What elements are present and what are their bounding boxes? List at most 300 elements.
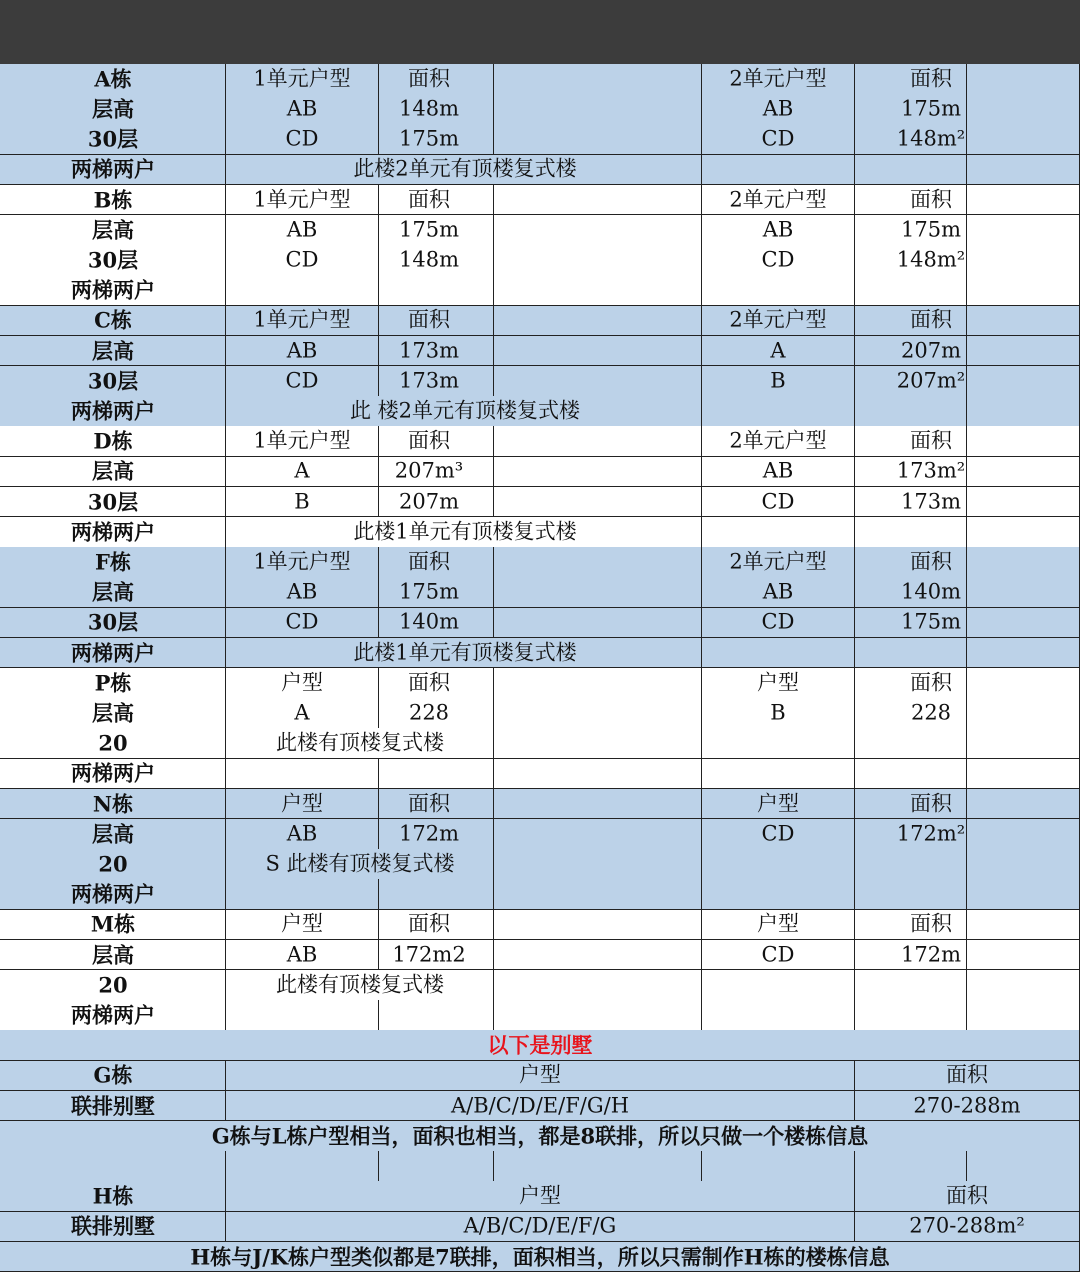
building-c-header-c6[interactable] [967,306,1080,337]
building-d-row0-c1[interactable] [226,457,379,488]
building-a-note[interactable] [226,155,702,186]
cell-text: M栋 [90,911,136,937]
building-m-row0-c6[interactable] [967,940,1080,971]
building-a-blank[interactable] [967,155,1080,186]
cell-text: 层高 [92,700,134,726]
cell-text: 户型 [757,911,799,936]
building-p-row0-c4[interactable] [702,698,855,729]
building-f-row0-c3[interactable] [494,577,702,608]
villa-h-area-label[interactable] [855,1181,1080,1212]
building-f-blank[interactable] [702,638,855,669]
building-f-row0-c5[interactable] [855,577,967,608]
cell-text: A [294,458,310,483]
building-f-header-c4[interactable] [702,547,855,578]
cell-text: B [294,489,310,514]
villa-h-kind[interactable] [0,1212,226,1243]
building-p-header-c4[interactable] [702,668,855,699]
building-n-blank[interactable] [967,849,1080,880]
building-f-header-c0[interactable] [0,547,226,578]
cell-text: 270-288m² [909,1213,1025,1238]
building-f-header-c5[interactable] [855,547,967,578]
building-d-header-c6[interactable] [967,426,1080,457]
building-n-row0-c2[interactable] [379,819,494,850]
cell-text: B [770,368,786,393]
building-b-row0-c2[interactable] [379,215,494,246]
building-c-row0-c6[interactable] [967,336,1080,367]
building-p-note[interactable] [226,728,494,759]
cell-text: 175m [399,217,459,242]
building-n-header-c2[interactable] [379,789,494,820]
building-f-row0-c1[interactable] [226,577,379,608]
building-c-row0-c2[interactable] [379,336,494,367]
building-f-row1-c4[interactable] [702,608,855,639]
building-f-row1-c6[interactable] [967,608,1080,639]
villa-h-types[interactable] [226,1212,855,1243]
cell-text: B [770,700,786,725]
villa-g-area[interactable] [855,1091,1080,1122]
building-b-row1-c6[interactable] [967,245,1080,276]
villa-g-name[interactable] [0,1061,226,1092]
building-p-row0-c0[interactable] [0,698,226,729]
building-p-header-c6[interactable] [967,668,1080,699]
building-m-blank[interactable] [379,1000,494,1031]
building-d-row0-c6[interactable] [967,457,1080,488]
villa-g-note[interactable] [0,1121,1080,1152]
building-a-row0-c4[interactable] [702,94,855,125]
building-n-header-c0[interactable] [0,789,226,820]
spacer-cell[interactable] [855,1151,967,1182]
building-m-blank[interactable] [494,970,702,1001]
cell-text: 207m [399,489,459,514]
building-b-row1-c0[interactable] [0,245,226,276]
cell-text: C栋 [94,307,132,333]
villa-g-kind[interactable] [0,1091,226,1122]
building-c-row1-c2[interactable] [379,366,494,397]
building-d-row1-c2[interactable] [379,487,494,518]
cell-text: 140m [399,609,459,634]
building-f-elevator[interactable] [0,638,226,669]
building-a-row0-c0[interactable] [0,94,226,125]
building-p-blank[interactable] [226,759,379,790]
building-d-header-c5[interactable] [855,426,967,457]
building-a-header-c3[interactable] [494,64,702,95]
cell-text: AB [286,942,318,967]
cell-text: 面积 [910,549,952,574]
villa-banner[interactable] [0,1030,1080,1061]
building-a-blank[interactable] [855,155,967,186]
cell-text: CD [285,247,319,272]
cell-text: 173m² [896,458,966,483]
building-m-blank[interactable] [967,970,1080,1001]
building-a-header-c4[interactable] [702,64,855,95]
building-n-elevator[interactable] [0,879,226,910]
building-p-row0-c3[interactable] [494,698,702,729]
building-a-header-c2[interactable] [379,64,494,95]
building-d-row0-c5[interactable] [855,457,967,488]
building-p-blank[interactable] [967,728,1080,759]
building-m-header-c4[interactable] [702,910,855,941]
building-n-blank[interactable] [494,849,702,880]
cell-text: 层高 [92,579,134,605]
building-b-row1-c4[interactable] [702,245,855,276]
building-b-blank[interactable] [967,275,1080,306]
building-c-row1-c1[interactable] [226,366,379,397]
villa-g-type-label[interactable] [226,1061,855,1092]
cell-text: 户型 [281,670,323,695]
building-f-header-c2[interactable] [379,547,494,578]
spacer-cell[interactable] [0,1151,226,1182]
building-c-header-c3[interactable] [494,306,702,337]
spacer-cell[interactable] [967,1151,1080,1182]
building-p-row0-c1[interactable] [226,698,379,729]
building-d-row0-c4[interactable] [702,457,855,488]
building-d-header-c4[interactable] [702,426,855,457]
cell-text: 面积 [408,791,450,816]
building-b-header-c0[interactable] [0,185,226,216]
building-m-header-c6[interactable] [967,910,1080,941]
building-p-row0-c5[interactable] [855,698,967,729]
building-p-blank[interactable] [855,728,967,759]
cell-text: 175m [901,217,961,242]
building-p-blank[interactable] [702,759,855,790]
building-d-row1-c5[interactable] [855,487,967,518]
building-b-row0-c4[interactable] [702,215,855,246]
building-b-blank[interactable] [702,275,855,306]
villa-h-area[interactable] [855,1212,1080,1243]
building-b-row1-c2[interactable] [379,245,494,276]
building-m-blank[interactable] [702,970,855,1001]
building-c-row0-c3[interactable] [494,336,702,367]
building-c-row1-c6[interactable] [967,366,1080,397]
building-c-blank[interactable] [855,396,967,427]
building-p-elevator[interactable] [0,759,226,790]
building-m-note[interactable] [226,970,494,1001]
spacer-cell[interactable] [379,1151,494,1182]
spacer-cell[interactable] [226,1151,379,1182]
cell-text: 207m [901,338,961,363]
cell-text: AB [762,96,794,121]
building-a-row0-c2[interactable] [379,94,494,125]
building-p-row0-c2[interactable] [379,698,494,729]
building-p-blank[interactable] [967,759,1080,790]
cell-text: 层高 [92,821,134,847]
building-n-blank[interactable] [494,879,702,910]
building-a-header-c1[interactable] [226,64,379,95]
building-n-blank[interactable] [967,879,1080,910]
cell-text: 层高 [92,458,134,484]
building-a-row1-c5[interactable] [855,124,967,155]
building-c-row0-c0[interactable] [0,336,226,367]
building-p-blank[interactable] [855,759,967,790]
cell-text: G栋 [93,1062,133,1088]
building-b-blank[interactable] [226,275,379,306]
building-b-blank[interactable] [494,275,702,306]
building-d-row1-c6[interactable] [967,487,1080,518]
building-n-blank[interactable] [702,849,855,880]
building-c-header-c4[interactable] [702,306,855,337]
building-m-row0-c0[interactable] [0,940,226,971]
building-f-row1-c1[interactable] [226,608,379,639]
building-m-row0-c5[interactable] [855,940,967,971]
building-b-row1-c1[interactable] [226,245,379,276]
building-c-header-c1[interactable] [226,306,379,337]
building-d-row1-c4[interactable] [702,487,855,518]
building-b-row1-c3[interactable] [494,245,702,276]
building-d-header-c0[interactable] [0,426,226,457]
building-a-row1-c4[interactable] [702,124,855,155]
cell-text: 175m [901,609,961,634]
building-m-blank[interactable] [226,1000,379,1031]
building-c-header-c0[interactable] [0,306,226,337]
building-a-row1-c2[interactable] [379,124,494,155]
building-p-header-c3[interactable] [494,668,702,699]
building-a-row0-c5[interactable] [855,94,967,125]
building-p-blank[interactable] [494,728,702,759]
cell-text: A/B/C/D/E/F/G [463,1213,617,1238]
building-b-header-c4[interactable] [702,185,855,216]
cell-text: 2单元户型 [729,549,827,574]
cell-text: 两梯两户 [71,277,155,303]
building-p-header-c0[interactable] [0,668,226,699]
title-bar [0,0,1080,64]
building-p-row0-c6[interactable] [967,698,1080,729]
cell-text: 户型 [281,911,323,936]
building-n-blank[interactable] [226,879,379,910]
building-d-row0-c3[interactable] [494,457,702,488]
building-f-row0-c4[interactable] [702,577,855,608]
cell-text: CD [285,368,319,393]
cell-text: 层高 [92,96,134,122]
building-a-row1-c3[interactable] [494,124,702,155]
building-b-header-c2[interactable] [379,185,494,216]
building-b-header-c3[interactable] [494,185,702,216]
building-c-blank[interactable] [702,396,855,427]
building-b-row1-c5[interactable] [855,245,967,276]
building-n-blank[interactable] [702,879,855,910]
building-a-row0-c3[interactable] [494,94,702,125]
building-c-elevator[interactable] [0,396,226,427]
building-p-floors[interactable] [0,728,226,759]
building-m-blank[interactable] [494,1000,702,1031]
building-n-blank[interactable] [855,879,967,910]
building-m-row0-c4[interactable] [702,940,855,971]
building-c-note[interactable] [226,396,702,427]
cell-text: 20 [98,851,128,877]
cell-text: 层高 [92,338,134,364]
building-m-floors[interactable] [0,970,226,1001]
building-f-row0-c0[interactable] [0,577,226,608]
building-a-row0-c1[interactable] [226,94,379,125]
building-b-row0-c0[interactable] [0,215,226,246]
building-m-header-c5[interactable] [855,910,967,941]
building-c-row0-c4[interactable] [702,336,855,367]
building-a-header-c5[interactable] [855,64,967,95]
cell-text: CD [761,609,795,634]
building-d-row0-c0[interactable] [0,457,226,488]
building-d-blank[interactable] [967,517,1080,548]
building-m-blank[interactable] [702,1000,855,1031]
building-b-blank[interactable] [379,275,494,306]
building-b-row0-c5[interactable] [855,215,967,246]
building-p-blank[interactable] [379,759,494,790]
building-d-elevator[interactable] [0,517,226,548]
building-b-elevator[interactable] [0,275,226,306]
cell-text: 148m² [896,247,966,272]
cell-text: 2单元户型 [729,66,827,91]
cell-text: 175m [901,96,961,121]
cell-text: 面积 [910,307,952,332]
building-f-row1-c0[interactable] [0,608,226,639]
building-n-blank[interactable] [855,849,967,880]
building-m-row0-c3[interactable] [494,940,702,971]
building-n-row0-c1[interactable] [226,819,379,850]
building-b-header-c5[interactable] [855,185,967,216]
building-f-note[interactable] [226,638,702,669]
building-d-row1-c0[interactable] [0,487,226,518]
building-m-header-c3[interactable] [494,910,702,941]
cell-text: AB [286,96,318,121]
building-f-row0-c6[interactable] [967,577,1080,608]
building-c-header-c5[interactable] [855,306,967,337]
building-c-row0-c5[interactable] [855,336,967,367]
building-c-header-c2[interactable] [379,306,494,337]
building-b-header-c6[interactable] [967,185,1080,216]
building-a-row0-c6[interactable] [967,94,1080,125]
building-m-header-c2[interactable] [379,910,494,941]
building-m-header-c1[interactable] [226,910,379,941]
cell-text: H栋与J/K栋户型类似都是7联排，面积相当，所以只需制作H栋的楼栋信息 [190,1244,890,1270]
building-a-row1-c6[interactable] [967,124,1080,155]
building-f-header-c1[interactable] [226,547,379,578]
building-p-header-c5[interactable] [855,668,967,699]
cell-text: 30层 [87,126,139,152]
building-n-row0-c6[interactable] [967,819,1080,850]
building-n-row0-c5[interactable] [855,819,967,850]
cell-text: 户型 [281,791,323,816]
building-c-row1-c4[interactable] [702,366,855,397]
villa-h-type-label[interactable] [226,1181,855,1212]
building-n-note[interactable] [226,849,494,880]
cell-text: AB [286,821,318,846]
building-b-row0-c6[interactable] [967,215,1080,246]
building-b-blank[interactable] [855,275,967,306]
villa-g-area-label[interactable] [855,1061,1080,1092]
spacer-cell[interactable] [702,1151,855,1182]
building-n-header-c1[interactable] [226,789,379,820]
spacer-cell[interactable] [494,1151,702,1182]
building-p-blank[interactable] [702,728,855,759]
building-n-row0-c4[interactable] [702,819,855,850]
building-d-row1-c1[interactable] [226,487,379,518]
cell-text: 此楼2单元有顶楼复式楼 [353,156,577,181]
building-c-row1-c3[interactable] [494,366,702,397]
cell-text: 面积 [946,1183,988,1208]
building-n-header-c6[interactable] [967,789,1080,820]
cell-text: 175m [399,126,459,151]
cell-text: A [294,700,310,725]
cell-text: 面积 [910,791,952,816]
cell-text: 面积 [910,911,952,936]
building-m-elevator[interactable] [0,1000,226,1031]
building-c-row1-c0[interactable] [0,366,226,397]
building-a-blank[interactable] [702,155,855,186]
cell-text: 面积 [910,187,952,212]
building-f-row1-c2[interactable] [379,608,494,639]
building-f-blank[interactable] [855,638,967,669]
building-c-blank[interactable] [967,396,1080,427]
building-n-row0-c3[interactable] [494,819,702,850]
building-m-row0-c1[interactable] [226,940,379,971]
building-a-elevator[interactable] [0,155,226,186]
cell-text: 148m² [896,126,966,151]
building-b-row0-c1[interactable] [226,215,379,246]
building-d-blank[interactable] [855,517,967,548]
villa-h-note[interactable] [0,1242,1080,1272]
building-m-row0-c2[interactable] [379,940,494,971]
cell-text: 面积 [408,549,450,574]
building-b-header-c1[interactable] [226,185,379,216]
building-n-blank[interactable] [379,879,494,910]
building-d-row1-c3[interactable] [494,487,702,518]
building-m-blank[interactable] [855,1000,967,1031]
building-a-header-c6[interactable] [967,64,1080,95]
cell-text: 联排别墅 [71,1213,155,1239]
building-f-blank[interactable] [967,638,1080,669]
building-p-header-c2[interactable] [379,668,494,699]
cell-text: A栋 [94,66,132,92]
building-a-header-c0[interactable] [0,64,226,95]
building-f-row0-c2[interactable] [379,577,494,608]
building-d-row0-c2[interactable] [379,457,494,488]
building-f-header-c3[interactable] [494,547,702,578]
building-m-blank[interactable] [967,1000,1080,1031]
building-d-header-c1[interactable] [226,426,379,457]
cell-text: 2单元户型 [729,428,827,453]
building-p-blank[interactable] [494,759,702,790]
building-d-header-c2[interactable] [379,426,494,457]
cell-text: 30层 [87,489,139,515]
building-f-header-c6[interactable] [967,547,1080,578]
building-m-header-c0[interactable] [0,910,226,941]
building-f-row1-c5[interactable] [855,608,967,639]
building-a-row1-c1[interactable] [226,124,379,155]
building-n-floors[interactable] [0,849,226,880]
building-d-blank[interactable] [702,517,855,548]
building-b-row0-c3[interactable] [494,215,702,246]
building-d-note[interactable] [226,517,702,548]
villa-g-types[interactable] [226,1091,855,1122]
building-p-header-c1[interactable] [226,668,379,699]
building-d-header-c3[interactable] [494,426,702,457]
building-c-row1-c5[interactable] [855,366,967,397]
cell-text: 户型 [519,1062,561,1087]
cell-text: 270-288m [913,1093,1021,1118]
cell-text: AB [286,217,318,242]
building-n-header-c3[interactable] [494,789,702,820]
cell-text: 此 楼2单元有顶楼复式楼 [349,398,581,423]
cell-text: CD [761,126,795,151]
villa-h-name[interactable] [0,1181,226,1212]
building-a-row1-c0[interactable] [0,124,226,155]
cell-text: AB [762,217,794,242]
building-c-row0-c1[interactable] [226,336,379,367]
cell-text: F栋 [95,549,131,575]
building-n-row0-c0[interactable] [0,819,226,850]
building-n-header-c5[interactable] [855,789,967,820]
building-f-row1-c3[interactable] [494,608,702,639]
building-m-blank[interactable] [855,970,967,1001]
building-n-header-c4[interactable] [702,789,855,820]
